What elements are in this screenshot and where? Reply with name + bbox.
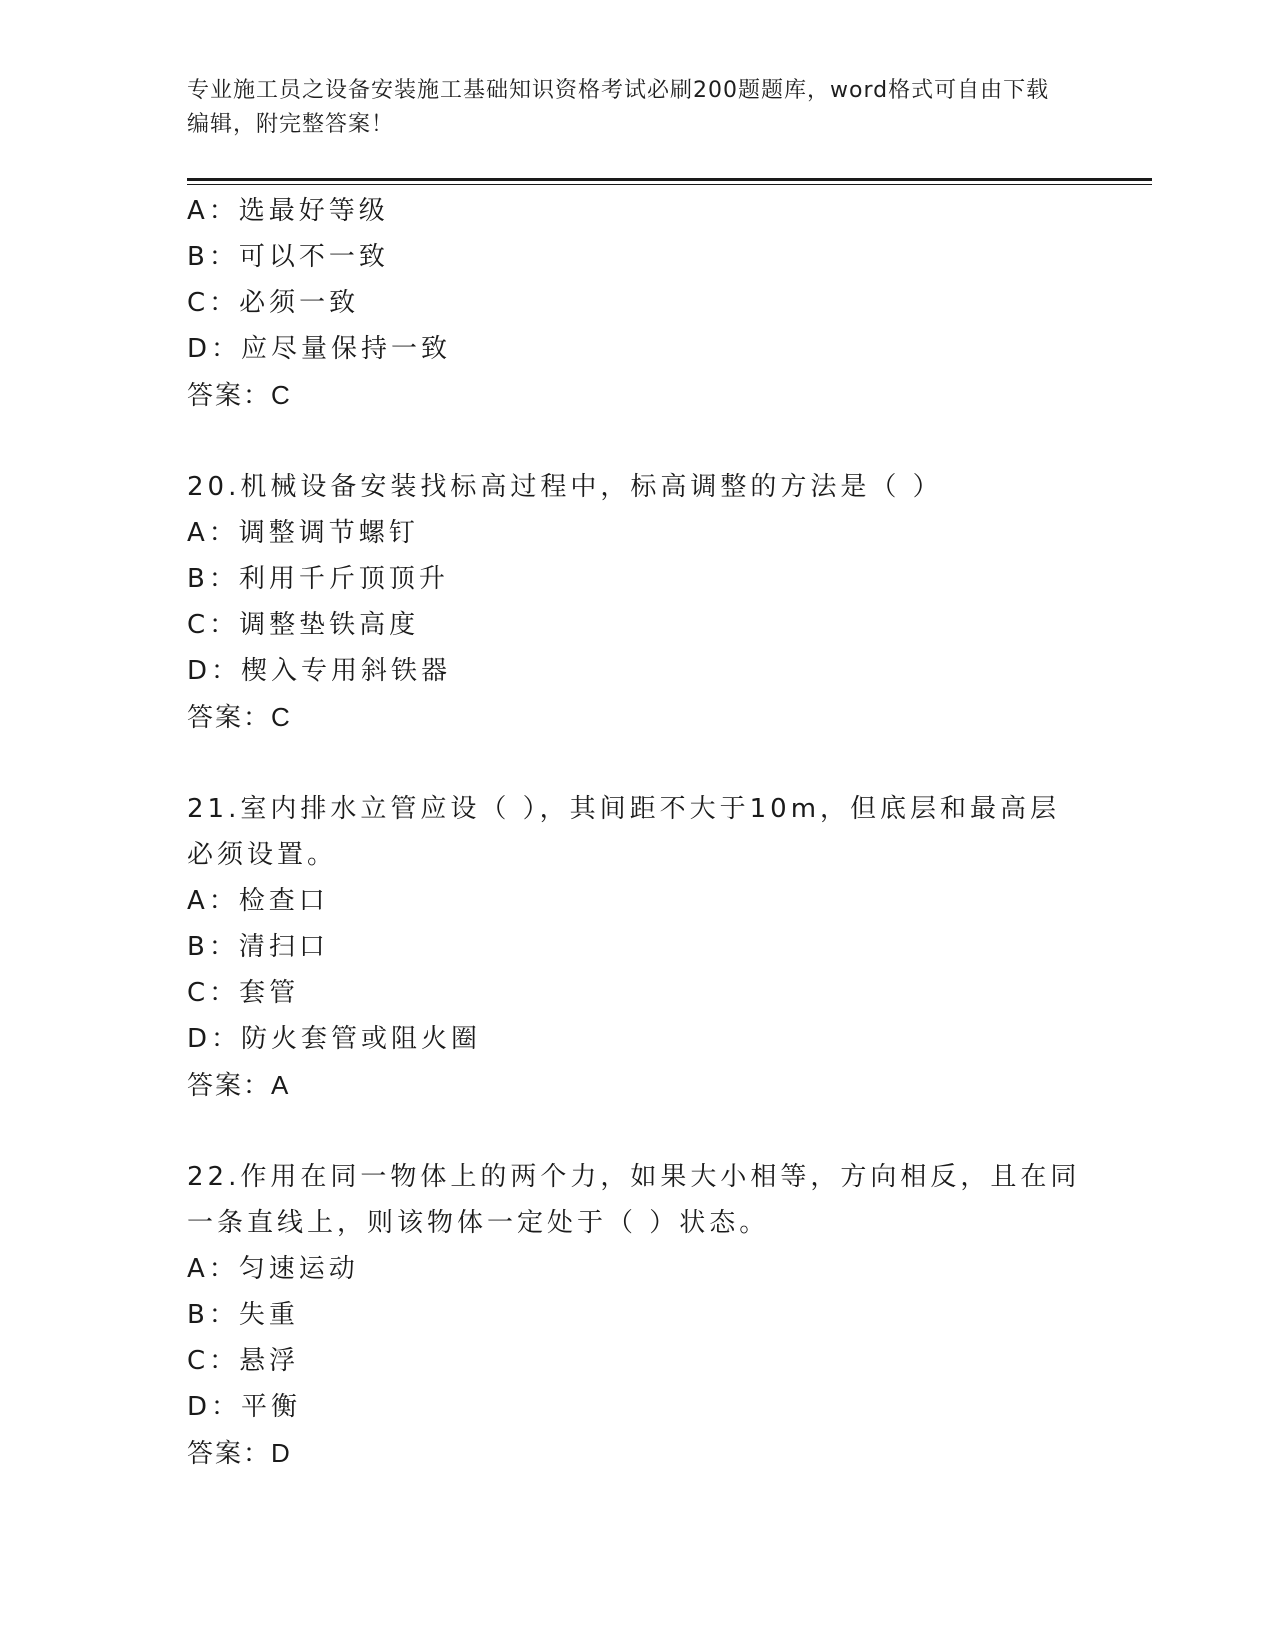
- document-header: 专业施工员之设备安装施工基础知识资格考试必刷200题题库，word格式可自由下载编辑，附完整答案！: [187, 78, 1050, 137]
- answer-line: 答案：A: [187, 1070, 291, 1100]
- option-b: B：可以不一致: [187, 242, 389, 272]
- option-a: A：调整调节螺钉: [187, 518, 419, 548]
- question-block-21: [187, 786, 1152, 1108]
- option-d: D：楔入专用斜铁器: [187, 656, 452, 686]
- answer-line: 答案：C: [187, 380, 292, 410]
- option-d: D：平衡: [187, 1392, 302, 1422]
- option-c: C：套管: [187, 978, 300, 1008]
- option-a: A：检查口: [187, 886, 329, 916]
- option-c: C：调整垫铁高度: [187, 610, 420, 640]
- answer-line: 答案：C: [187, 702, 292, 732]
- question-block-22: [187, 1154, 1152, 1476]
- header-divider-thin: [187, 184, 1152, 185]
- option-b: B：失重: [187, 1300, 299, 1330]
- question-text: 20.机械设备安装找标高过程中，标高调整的方法是（ ）: [187, 472, 943, 502]
- question-text: 22.作用在同一物体上的两个力，如果大小相等，方向相反，且在同一条直线上，则该物体一定处于（ ）状态。: [187, 1162, 1081, 1238]
- answer-line: 答案：D: [187, 1438, 292, 1468]
- header-divider-thick: [187, 178, 1152, 181]
- option-c: C：必须一致: [187, 288, 360, 318]
- question-block-19: [187, 188, 1152, 418]
- option-b: B：利用千斤顶顶升: [187, 564, 449, 594]
- option-d: D：防火套管或阻火圈: [187, 1024, 482, 1054]
- option-b: B：清扫口: [187, 932, 329, 962]
- option-a: A：选最好等级: [187, 196, 389, 226]
- question-list: [187, 188, 1152, 1476]
- option-c: C：悬浮: [187, 1346, 300, 1376]
- question-block-20: [187, 464, 1152, 740]
- option-a: A：匀速运动: [187, 1254, 359, 1284]
- option-d: D：应尽量保持一致: [187, 334, 452, 364]
- question-text: 21.室内排水立管应设（ ），其间距不大于10m，但底层和最高层必须设置。: [187, 794, 1061, 870]
